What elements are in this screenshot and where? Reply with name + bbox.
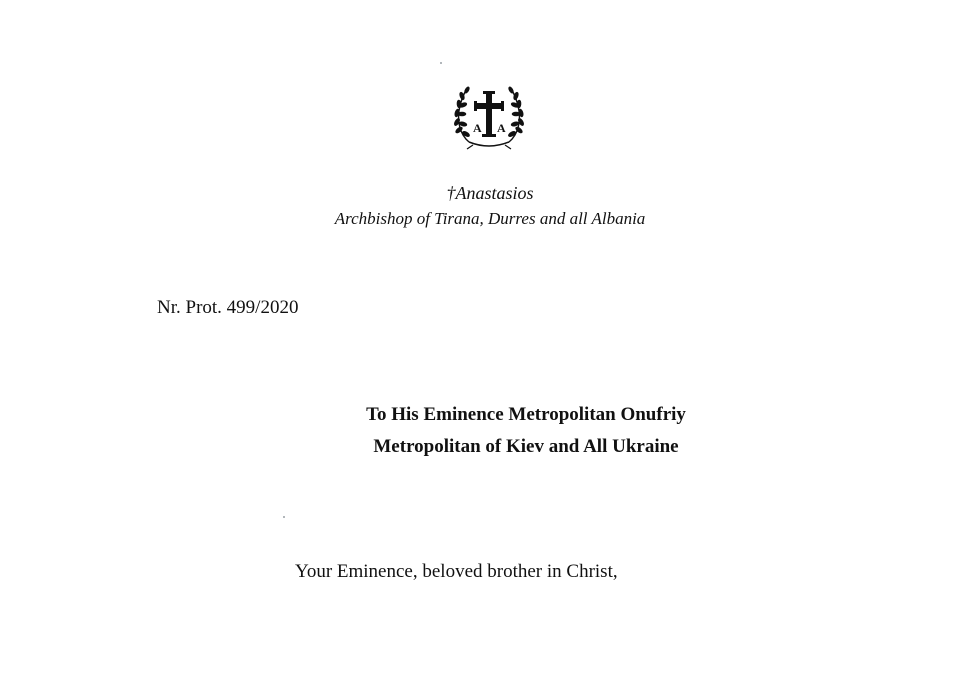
recipient-title: Metropolitan of Kiev and All Ukraine — [373, 436, 679, 457]
cross-wreath-emblem-icon — [449, 82, 529, 152]
salutation: Your Eminence, beloved brother in Christ, — [295, 561, 618, 582]
scan-speck — [283, 516, 285, 518]
protocol-number: Nr. Prot. 499/2020 — [157, 297, 299, 318]
recipient-name: To His Eminence Metropolitan Onufriy — [366, 404, 686, 425]
emblem-letter-right: A — [497, 121, 506, 135]
emblem-letter-left: A — [473, 121, 482, 135]
signatory-title: Archbishop of Tirana, Durres and all Albania — [334, 209, 646, 228]
scan-speck — [440, 62, 442, 64]
signatory-name: †Anastasios — [446, 183, 534, 203]
